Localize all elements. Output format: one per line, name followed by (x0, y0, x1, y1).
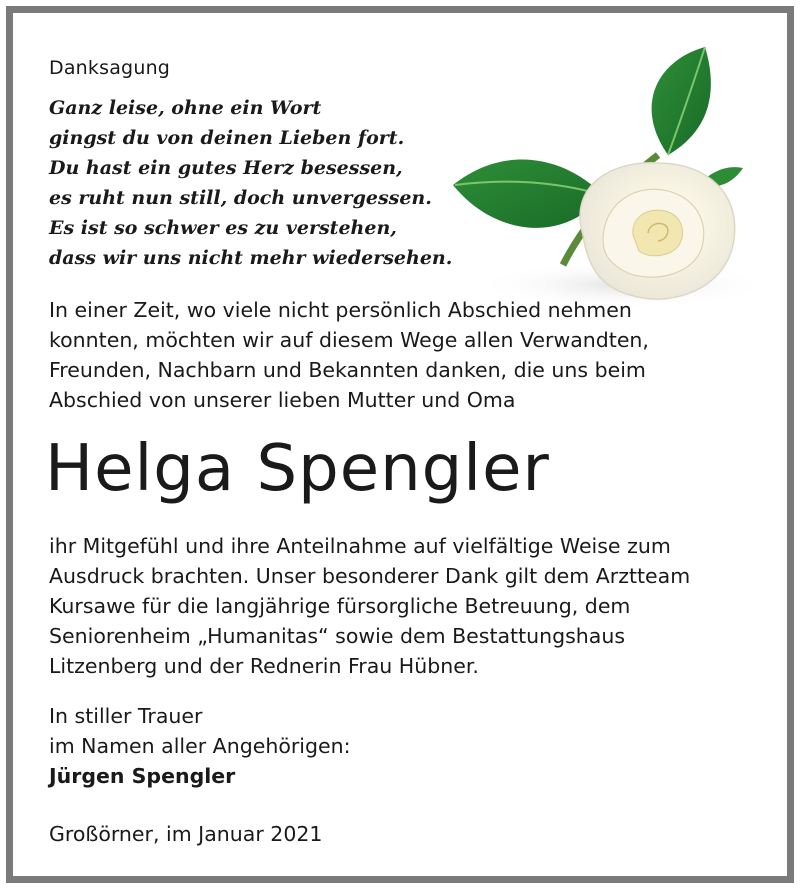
thanks-line: Seniorenheim „Humanitas“ sowie dem Bestattungshaus (49, 624, 626, 648)
poem-line: gingst du von deinen Lieben fort. (49, 127, 405, 149)
white-rose-image (443, 35, 773, 315)
poem-line: es ruht nun still, doch unvergessen. (49, 187, 432, 209)
obituary-frame (6, 6, 794, 883)
thanks-paragraph (49, 531, 769, 681)
intro-line: Abschied von unserer lieben Mutter und Oma (49, 388, 516, 412)
place-date: Großörner, im Januar 2021 (49, 822, 323, 846)
deceased-name: Helga Spengler (45, 432, 550, 506)
heading: Danksagung (49, 57, 171, 79)
closing-line: In stiller Trauer (49, 704, 203, 728)
thanks-line: Ausdruck brachten. Unser besonderer Dank gilt dem Arztteam (49, 564, 691, 588)
closing-block (49, 701, 351, 791)
poem (49, 93, 452, 273)
poem-line: Du hast ein gutes Herz besessen, (49, 157, 403, 179)
thanks-line: Kursawe für die langjährige fürsorgliche Betreuung, dem (49, 594, 631, 618)
signer-name: Jürgen Spengler (49, 764, 236, 788)
thanks-line: ihr Mitgefühl und ihre Anteilnahme auf vielfältige Weise zum (49, 534, 671, 558)
leaf-top (652, 47, 711, 155)
poem-line: Es ist so schwer es zu verstehen, (49, 217, 397, 239)
thanks-line: Litzenberg und der Rednerin Frau Hübner. (49, 654, 479, 678)
intro-line: In einer Zeit, wo viele nicht persönlich Abschied nehmen (49, 298, 632, 322)
intro-paragraph (49, 295, 769, 415)
rose-center (633, 210, 683, 256)
poem-line: Ganz leise, ohne ein Wort (49, 97, 322, 119)
closing-line: im Namen aller Angehörigen: (49, 734, 351, 758)
intro-line: konnten, möchten wir auf diesem Wege allen Verwandten, (49, 328, 649, 352)
poem-line: dass wir uns nicht mehr wiedersehen. (49, 247, 453, 269)
intro-line: Freunden, Nachbarn und Bekannten danken, die uns beim (49, 358, 646, 382)
